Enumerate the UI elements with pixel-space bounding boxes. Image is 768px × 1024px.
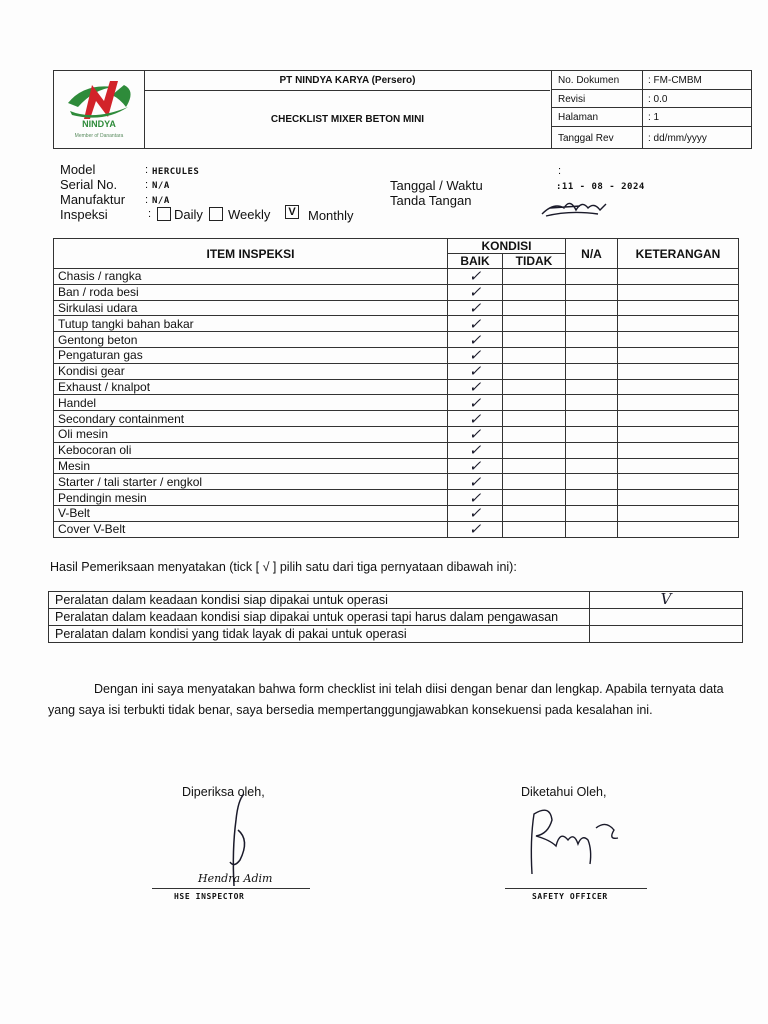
item-label: Ban / roda besi [54,284,448,300]
col-header-na: N/A [566,239,618,269]
table-row [54,363,739,379]
keterangan-cell[interactable] [618,395,739,411]
result-option-mark[interactable] [590,609,743,626]
top-signature [540,194,610,220]
baik-cell[interactable]: ✓ [448,521,503,537]
na-cell[interactable] [566,521,618,537]
colon: : [148,208,152,220]
table-row [54,521,739,537]
tidak-cell[interactable] [503,490,566,506]
col-header-keterangan: KETERANGAN [618,239,739,269]
meta-row [552,127,752,148]
item-label: Pengaturan gas [54,347,448,363]
table-row [54,284,739,300]
table-row [54,300,739,316]
model-label: Model [60,162,96,177]
table-row [54,474,739,490]
daily-checkbox[interactable] [157,207,171,221]
meta-row [552,108,752,127]
right-signature-title: Diketahui Oleh, [521,785,607,799]
table-row [54,332,739,348]
keterangan-cell[interactable] [618,490,739,506]
keterangan-cell[interactable] [618,363,739,379]
meta-value: : FM-CMBM [648,75,702,86]
col-header-kondisi: KONDISI [448,239,566,254]
monthly-label: Monthly [308,208,354,223]
item-label: Gentong beton [54,332,448,348]
baik-cell[interactable]: ✓ [448,395,503,411]
tanggal-value: :11 - 08 - 2024 [556,182,645,192]
item-label: Kebocoran oli [54,442,448,458]
tidak-cell[interactable] [503,332,566,348]
keterangan-cell[interactable] [618,300,739,316]
company-name: PT NINDYA KARYA (Persero) [145,71,550,91]
col-header-item: ITEM INSPEKSI [54,239,448,269]
keterangan-cell[interactable] [618,411,739,427]
logo-tagline: Member of Danantara [74,133,124,139]
tidak-cell[interactable] [503,347,566,363]
table-row [54,442,739,458]
baik-cell[interactable]: ✓ [448,490,503,506]
na-cell[interactable] [566,284,618,300]
na-cell[interactable] [566,395,618,411]
serial-label: Serial No. [60,177,118,192]
meta-value: : dd/mm/yyyy [648,133,707,144]
table-row [54,458,739,474]
document-title: CHECKLIST MIXER BETON MINI [270,114,425,125]
meta-value: : 1 [648,112,660,123]
baik-cell[interactable]: ✓ [448,300,503,316]
item-label: Oli mesin [54,426,448,442]
right-signature [510,800,630,880]
na-cell[interactable] [566,316,618,332]
left-signatory-name: Hendra Adim [198,872,273,885]
tanggal-label: Tanggal / Waktu [390,178,483,193]
right-signature-line [505,888,647,889]
meta-label: Tanggal Rev [558,133,614,144]
right-signatory-role: SAFETY OFFICER [532,892,608,901]
baik-cell[interactable]: ✓ [448,411,503,427]
tidak-cell[interactable] [503,269,566,285]
keterangan-cell[interactable] [618,505,739,521]
result-option-text: Peralatan dalam kondisi yang tidak layak di pakai untuk operasi [49,626,590,643]
colon: : [145,164,149,176]
result-option-text: Peralatan dalam keadaan kondisi siap dipakai untuk operasi tapi harus dalam pengawasan [49,609,590,626]
keterangan-cell[interactable] [618,316,739,332]
meta-value: : 0.0 [648,94,668,105]
result-option-row[interactable] [49,626,743,643]
meta-row [552,71,752,90]
manufaktur-value: N/A [152,196,170,206]
tidak-cell[interactable] [503,411,566,427]
meta-row [552,90,752,108]
tidak-cell[interactable] [503,363,566,379]
colon: : [145,194,149,206]
tidak-cell[interactable] [503,379,566,395]
na-cell[interactable] [566,347,618,363]
baik-cell[interactable]: ✓ [448,505,503,521]
item-label: Tutup tangki bahan bakar [54,316,448,332]
item-label: Secondary containment [54,411,448,427]
baik-cell[interactable]: ✓ [448,363,503,379]
item-label: Sirkulasi udara [54,300,448,316]
manufaktur-label: Manufaktur [60,192,126,207]
tidak-cell[interactable] [503,442,566,458]
logo-cell [54,71,145,148]
weekly-checkbox[interactable] [209,207,223,221]
table-row [54,269,739,285]
result-option-mark[interactable] [590,626,743,643]
baik-cell[interactable]: ✓ [448,269,503,285]
result-option-mark[interactable]: V [590,592,743,609]
table-row [54,379,739,395]
na-cell[interactable] [566,363,618,379]
tanda-tangan-label: Tanda Tangan [390,193,472,208]
result-table [48,591,743,643]
table-row [54,316,739,332]
item-label: Cover V-Belt [54,521,448,537]
na-cell[interactable] [566,505,618,521]
inspection-table [53,238,739,538]
weekly-label: Weekly [228,207,271,222]
document-meta [551,71,752,148]
keterangan-cell[interactable] [618,521,739,537]
item-label: Exhaust / knalpot [54,379,448,395]
baik-cell[interactable]: ✓ [448,316,503,332]
baik-cell[interactable]: ✓ [448,379,503,395]
tidak-cell[interactable] [503,395,566,411]
tidak-cell[interactable] [503,316,566,332]
item-label: V-Belt [54,505,448,521]
na-cell[interactable] [566,332,618,348]
keterangan-cell[interactable] [618,347,739,363]
na-cell[interactable] [566,474,618,490]
table-row [54,505,739,521]
logo-text: NINDYA [82,119,116,129]
keterangan-cell[interactable] [618,379,739,395]
keterangan-cell[interactable] [618,269,739,285]
na-cell[interactable] [566,411,618,427]
colon: : [145,179,149,191]
meta-label: No. Dokumen [558,75,620,86]
table-row [54,426,739,442]
daily-label: Daily [174,207,203,222]
tidak-cell[interactable] [503,300,566,316]
baik-cell[interactable]: ✓ [448,332,503,348]
na-cell[interactable] [566,490,618,506]
baik-cell[interactable]: ✓ [448,458,503,474]
col-header-tidak: TIDAK [503,254,566,269]
tidak-cell[interactable] [503,284,566,300]
tidak-cell[interactable] [503,458,566,474]
na-cell[interactable] [566,269,618,285]
baik-cell[interactable]: ✓ [448,284,503,300]
left-signature-title: Diperiksa oleh, [182,785,265,799]
colon: : [558,165,562,177]
model-value: HERCULES [152,167,200,177]
item-label: Kondisi gear [54,363,448,379]
baik-cell[interactable]: ✓ [448,347,503,363]
meta-label: Revisi [558,94,586,105]
serial-value: N/A [152,181,170,191]
tidak-cell[interactable] [503,521,566,537]
keterangan-cell[interactable] [618,474,739,490]
col-header-baik: BAIK [448,254,503,269]
item-label: Starter / tali starter / engkol [54,474,448,490]
baik-cell[interactable]: ✓ [448,426,503,442]
left-signature-line [152,888,310,889]
tidak-cell[interactable] [503,505,566,521]
na-cell[interactable] [566,442,618,458]
na-cell[interactable] [566,458,618,474]
tidak-cell[interactable] [503,426,566,442]
item-label: Chasis / rangka [54,269,448,285]
result-option-text: Peralatan dalam keadaan kondisi siap dipakai untuk operasi [49,592,590,609]
result-intro: Hasil Pemeriksaan menyatakan (tick [ √ ] pilih satu dari tiga pernyataan dibawah ini): [50,560,517,574]
baik-cell[interactable]: ✓ [448,474,503,490]
result-option-row[interactable] [49,609,743,626]
na-cell[interactable] [566,426,618,442]
keterangan-cell[interactable] [618,332,739,348]
statement-paragraph [48,679,728,721]
na-cell[interactable] [566,300,618,316]
statement-text: Dengan ini saya menyatakan bahwa form checklist ini telah diisi dengan benar dan lengkap. Apabila ternyata data yang saya isi terbukti tidak benar, saya bersedia mempertanggungjawabkan konsekuensi pada kesalahan ini. [48,682,724,717]
table-row [54,347,739,363]
monthly-checkbox[interactable]: V [285,205,299,219]
inspeksi-label: Inspeksi [60,207,108,222]
keterangan-cell[interactable] [618,458,739,474]
tidak-cell[interactable] [503,474,566,490]
item-label: Handel [54,395,448,411]
result-option-row[interactable] [49,592,743,609]
keterangan-cell[interactable] [618,426,739,442]
keterangan-cell[interactable] [618,442,739,458]
document-header [53,70,752,149]
baik-cell[interactable]: ✓ [448,442,503,458]
table-row [54,490,739,506]
table-row [54,395,739,411]
table-row [54,411,739,427]
keterangan-cell[interactable] [618,284,739,300]
item-label: Pendingin mesin [54,490,448,506]
na-cell[interactable] [566,379,618,395]
meta-label: Halaman [558,112,599,123]
left-signatory-role: HSE INSPECTOR [174,892,245,901]
item-label: Mesin [54,458,448,474]
